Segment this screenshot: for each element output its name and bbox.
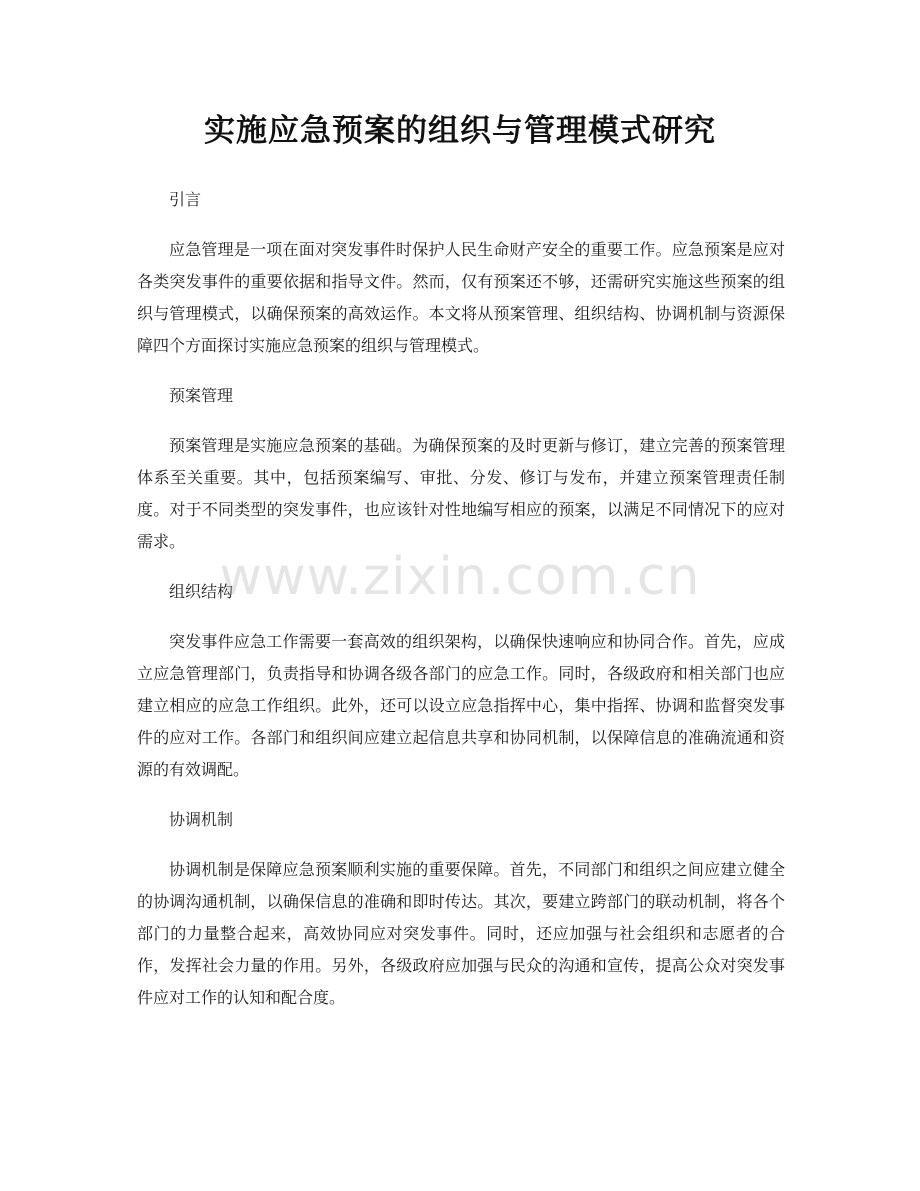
section-heading-plan-management: 预案管理 [169,386,234,405]
section-paragraph-coordination: 协调机制是保障应急预案顺利实施的重要保障。首先，不同部门和组织之间应建立健全的协调沟通机制，以确保信息的准确和即时传达。其次，要建立跨部门的联动机制，将各个部门的力量整合起来，高效协同应对突发事件。同时，还应加强与社会组织和志愿者的合作，发挥社会力量的作用。另外，各级政府应加强与民众的沟通和宣传，提高公众对突发事件应对工作的认知和配合度。 [137,860,785,1007]
document-title: 实施应急预案的组织与管理模式研究 [204,113,716,149]
watermark: www.zixin.com.cn [219,547,701,607]
document-body [137,182,785,1014]
section-paragraph-intro: 应急管理是一项在面对突发事件时保护人民生命财产安全的重要工作。应急预案是应对各类突发事件的重要依据和指导文件。然而，仅有预案还不够，还需研究实施这些预案的组织与管理模式，以确保预案的高效运作。本文将从预案管理、组织结构、协调机制与资源保障四个方面探讨实施应急预案的组织与管理模式。 [137,240,785,355]
section-paragraph-plan-management: 预案管理是实施应急预案的基础。为确保预案的及时更新与修订，建立完善的预案管理体系至关重要。其中，包括预案编写、审批、分发、修订与发布，并建立预案管理责任制度。对于不同类型的突发事件，也应该针对性地编写相应的预案，以满足不同情况下的应对需求。 [137,436,785,551]
section-heading-coordination: 协调机制 [169,810,234,829]
section-paragraph-organization: 突发事件应急工作需要一套高效的组织架构，以确保快速响应和协同合作。首先，应成立应急管理部门，负责指导和协调各级各部门的应急工作。同时，各级政府和相关部门也应建立相应的应急工作组织。此外，还可以设立应急指挥中心，集中指挥、协调和监督突发事件的应对工作。各部门和组织间应建立起信息共享和协同机制，以保障信息的准确流通和资源的有效调配。 [137,632,785,779]
section-heading-intro: 引言 [169,190,202,209]
section-heading-organization: 组织结构 [169,582,234,601]
